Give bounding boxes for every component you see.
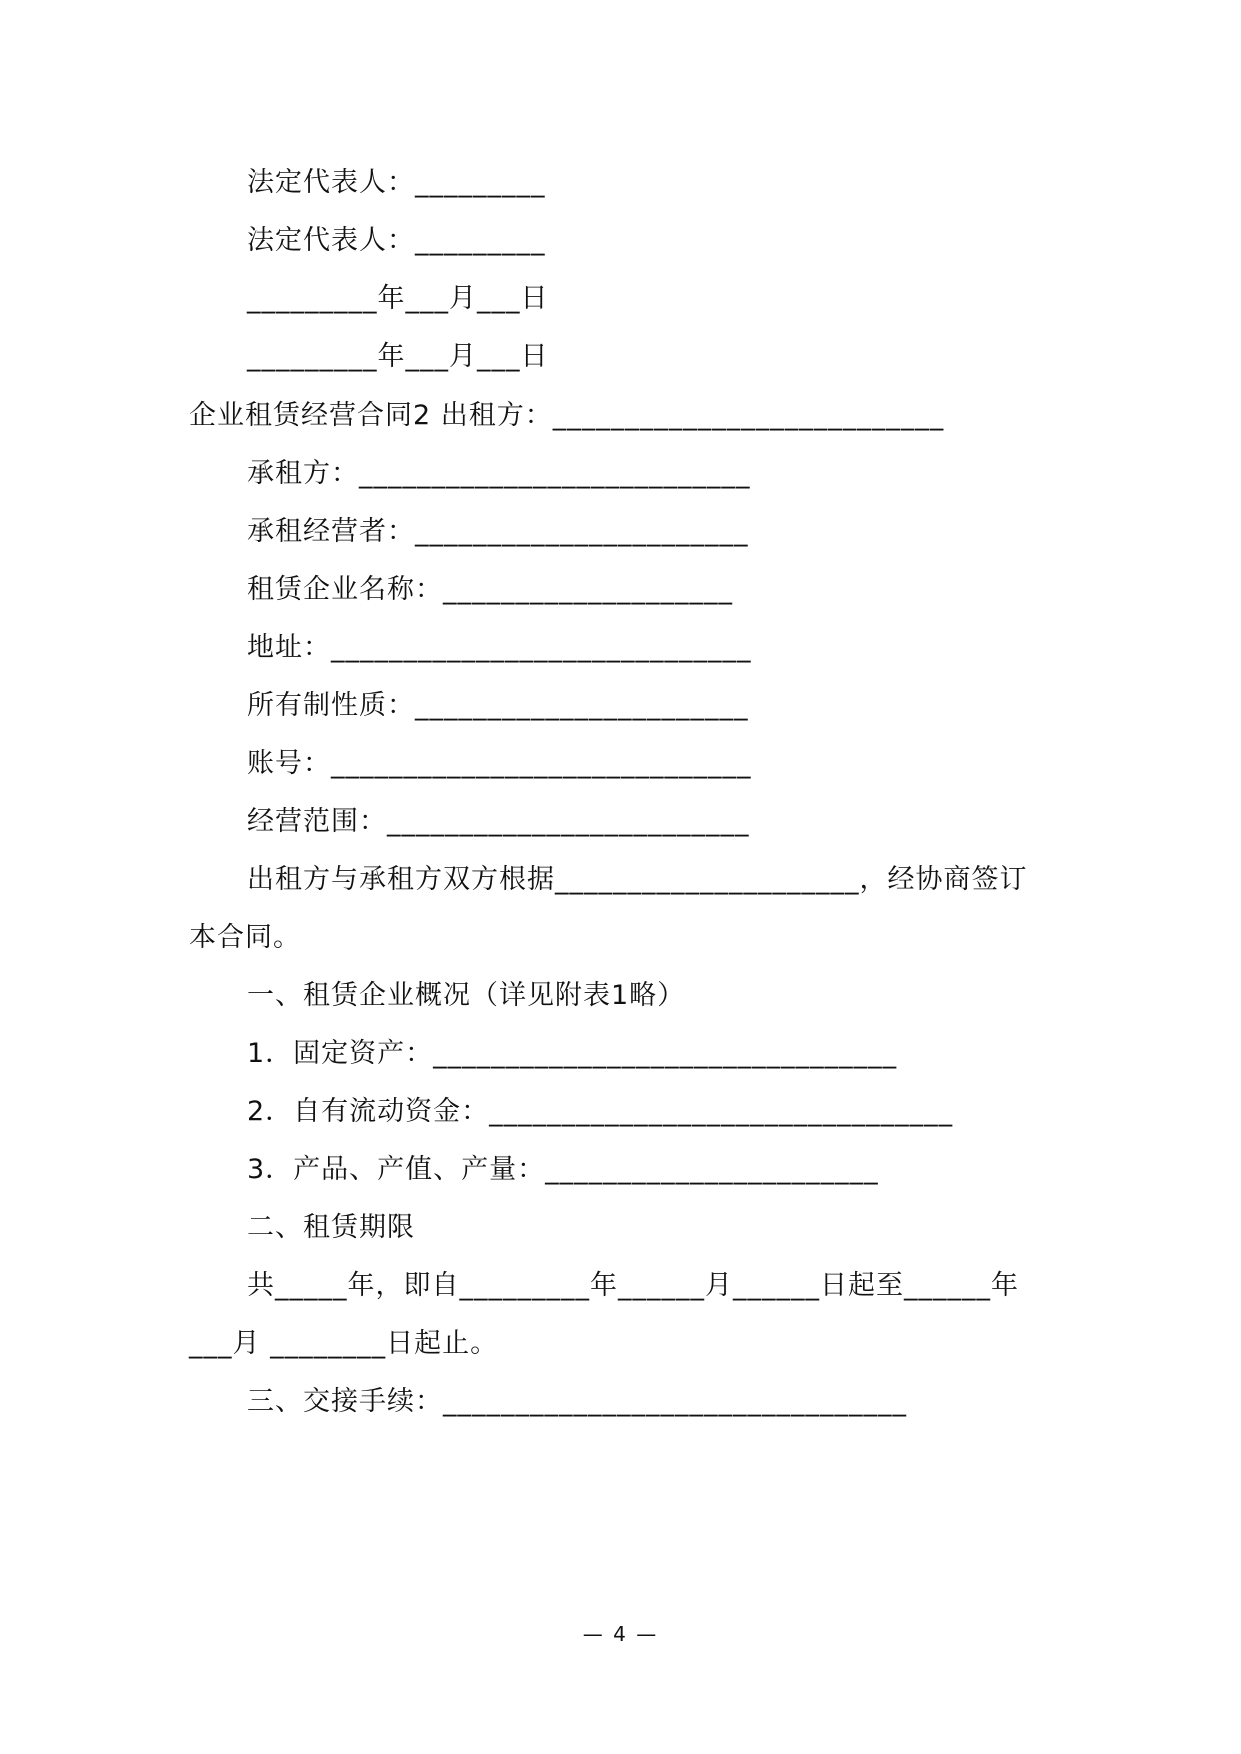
- lease-term-line: 共_____年，即自_________年______月______日起至______年: [247, 1270, 1019, 1301]
- legal-rep-line-2: 法定代表人：_________: [247, 225, 546, 256]
- lease-term-continuation: ___月 ________日起止。: [189, 1328, 499, 1359]
- contract-title-lessor-line: 企业租赁经营合同2 出租方：___________________________: [189, 400, 945, 431]
- working-capital-line: 2．自有流动资金：________________________________: [247, 1096, 954, 1127]
- section-2-heading: 二、租赁期限: [247, 1212, 415, 1243]
- address-line: 地址：_____________________________: [247, 632, 752, 663]
- lessee-line: 承租方：___________________________: [247, 458, 751, 489]
- ownership-nature-line: 所有制性质：_______________________: [247, 690, 749, 721]
- leased-enterprise-name-line: 租赁企业名称：____________________: [247, 574, 733, 605]
- agreement-basis-continuation: 本合同。: [189, 922, 301, 953]
- agreement-basis-line: 出租方与承租方双方根据_____________________，经协商签订: [247, 864, 1028, 895]
- date-line-2: _________年___月___日: [247, 341, 549, 372]
- fixed-assets-line: 1．固定资产：________________________________: [247, 1038, 898, 1069]
- date-line-1: _________年___月___日: [247, 283, 549, 314]
- section-1-heading: 一、租赁企业概况（详见附表1略）: [247, 980, 686, 1011]
- lease-operator-line: 承租经营者：_______________________: [247, 516, 749, 547]
- page-number: — 4 —: [582, 1622, 659, 1646]
- section-3-handover-line: 三、交接手续：________________________________: [247, 1386, 907, 1417]
- business-scope-line: 经营范围：_________________________: [247, 806, 750, 837]
- account-number-line: 账号：_____________________________: [247, 748, 752, 779]
- products-output-line: 3．产品、产值、产量：_______________________: [247, 1154, 879, 1185]
- legal-rep-line-1: 法定代表人：_________: [247, 167, 546, 198]
